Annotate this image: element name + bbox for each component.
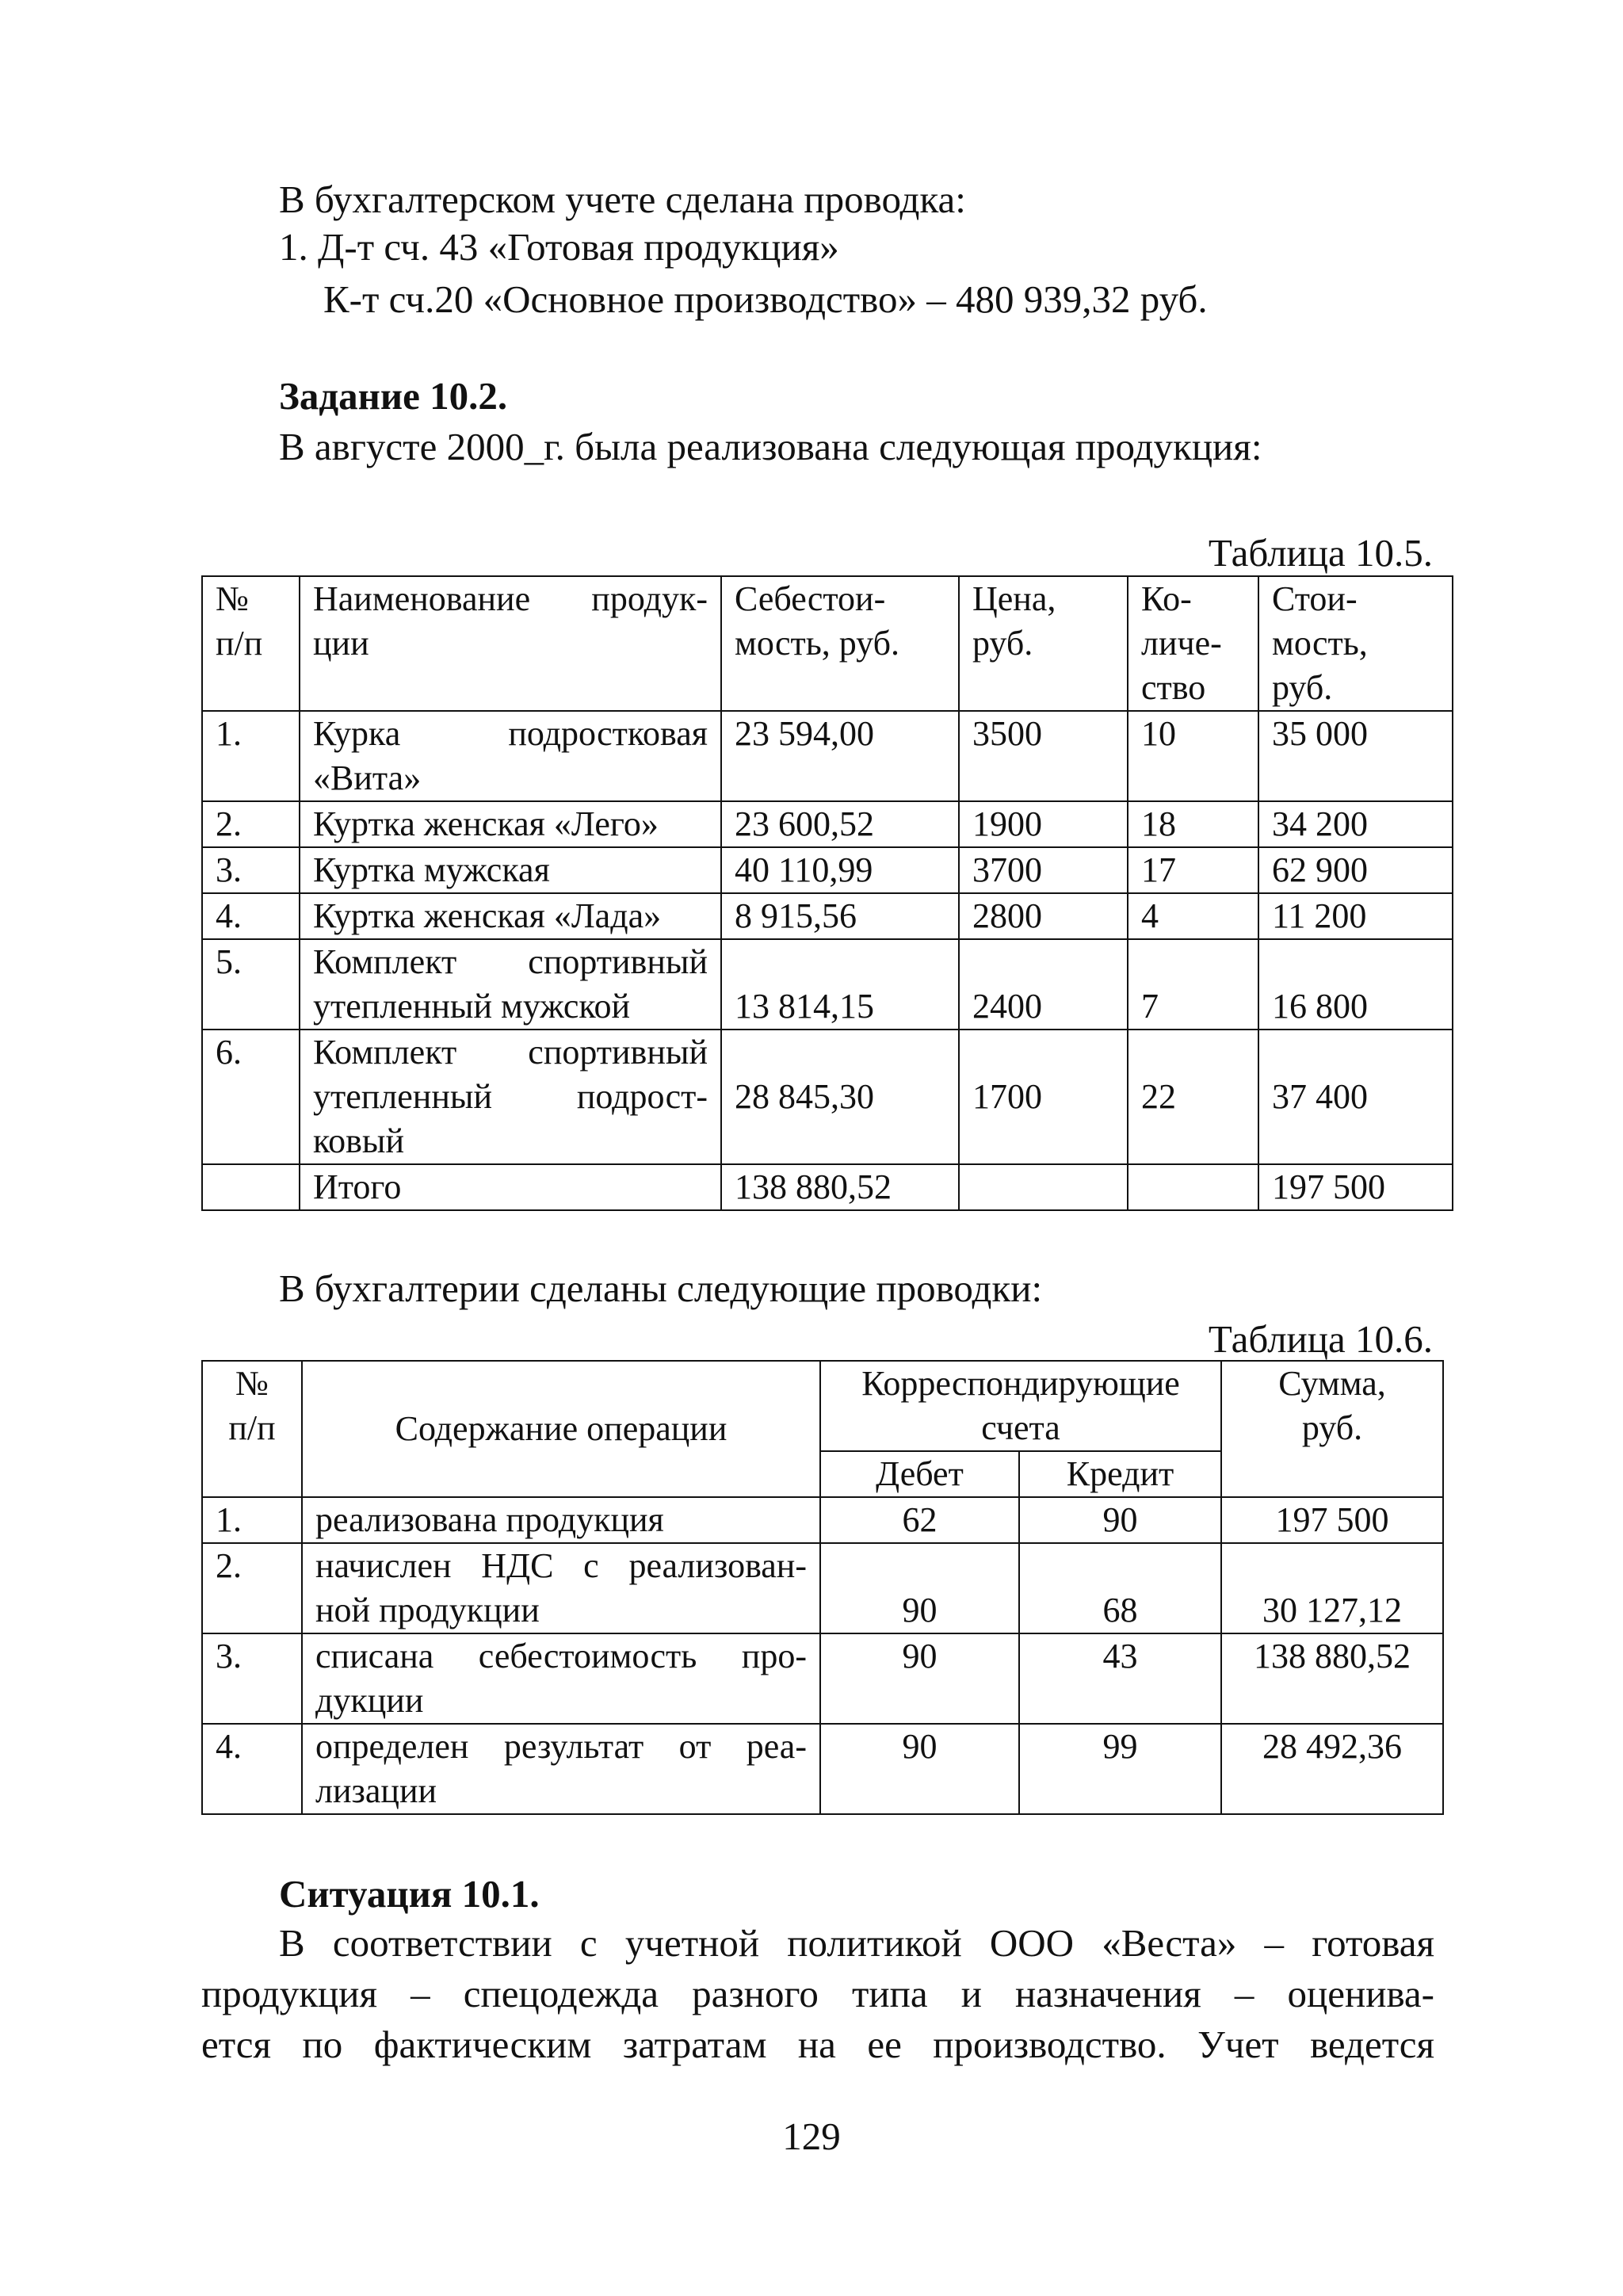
cell-num: 4. [202,893,300,939]
cell-sum: 138 880,52 [1221,1633,1443,1724]
cell-empty [959,1164,1128,1210]
cell-cost: 28 845,30 [721,1030,959,1164]
intro-line-2: 1. Д-т сч. 43 «Готовая продукция» [279,225,839,269]
cell-empty [1128,1164,1258,1210]
header-content: Содержание операции [302,1361,820,1497]
header-accounts: Корреспондирующие счета [820,1361,1221,1451]
cell-sum: 30 127,12 [1221,1543,1443,1633]
cell-qty: 18 [1128,801,1258,847]
cell-qty: 7 [1128,939,1258,1030]
table2-caption: Таблица 10.6. [1208,1317,1433,1361]
cell-num: 3. [202,1633,302,1724]
cell-num: 6. [202,1030,300,1164]
cell-num: 4. [202,1724,302,1814]
header-num: № п/п [202,576,300,711]
task-title: Задание 10.2. [279,374,508,418]
situation-line-2: продукция – спецодежда разного типа и назначения – оценива- [201,1972,1434,2015]
cell-cost: 23 600,52 [721,801,959,847]
cell-name: Курка подростковая «Вита» [300,711,721,801]
cell-num: 1. [202,711,300,801]
cell-text: списана себестоимость про- дукции [302,1633,820,1724]
cell-value: 62 900 [1258,847,1453,893]
situation-line-1: В соответствии с учетной политикой ООО «Веста» – готовая [279,1921,1434,1965]
cell-name: Куртка мужская [300,847,721,893]
cell-value: 37 400 [1258,1030,1453,1164]
table1-caption: Таблица 10.5. [1208,531,1433,575]
total-value: 197 500 [1258,1164,1453,1210]
cell-num: 5. [202,939,300,1030]
header-debit: Дебет [820,1451,1019,1497]
cell-num: 2. [202,801,300,847]
cell-price: 3700 [959,847,1128,893]
intro-line-1: В бухгалтерском учете сделана проводка: [279,178,966,221]
cell-credit: 90 [1019,1497,1221,1543]
cell-price: 1900 [959,801,1128,847]
cell-num: 3. [202,847,300,893]
cell-cost: 23 594,00 [721,711,959,801]
intro-line-3: К-т сч.20 «Основное производство» – 480 939,32 руб. [323,277,1208,321]
situation-line-3: ется по фактическим затратам на ее производство. Учет ведется [201,2023,1434,2066]
table-row [202,1543,1443,1633]
cell-credit: 43 [1019,1633,1221,1724]
header-num: № п/п [202,1361,302,1497]
entries-intro: В бухгалтерии сделаны следующие проводки: [279,1266,1043,1310]
header-value: Стои- мость, руб. [1258,576,1453,711]
products-table [201,575,1453,1211]
total-label: Итого [300,1164,721,1210]
cell-sum: 197 500 [1221,1497,1443,1543]
cell-sum: 28 492,36 [1221,1724,1443,1814]
cell-debit: 62 [820,1497,1019,1543]
table-row [202,711,1453,801]
entries-table [201,1360,1444,1815]
page-number: 129 [782,2115,841,2158]
cell-empty [202,1164,300,1210]
cell-name: Куртка женская «Лего» [300,801,721,847]
header-credit: Кредит [1019,1451,1221,1497]
table-row [202,1724,1443,1814]
table-row [202,1030,1453,1164]
cell-value: 35 000 [1258,711,1453,801]
header-name: Наименование продук- ции [300,576,721,711]
table-row [202,847,1453,893]
cell-price: 3500 [959,711,1128,801]
table-row [202,939,1453,1030]
cell-debit: 90 [820,1543,1019,1633]
table-header-row [202,1361,1443,1451]
table-row [202,1633,1443,1724]
header-sum: Сумма, руб. [1221,1361,1443,1497]
task-text: В августе 2000_г. была реализована следующая продукция: [279,425,1262,468]
cell-qty: 22 [1128,1030,1258,1164]
table-row [202,801,1453,847]
cell-num: 2. [202,1543,302,1633]
cell-name: Комплект спортивный утепленный подрост- ковый [300,1030,721,1164]
cell-text: начислен НДС с реализован- ной продукции [302,1543,820,1633]
cell-value: 34 200 [1258,801,1453,847]
cell-text: реализована продукция [302,1497,820,1543]
header-qty: Ко- личе- ство [1128,576,1258,711]
cell-qty: 10 [1128,711,1258,801]
cell-credit: 99 [1019,1724,1221,1814]
cell-qty: 4 [1128,893,1258,939]
cell-price: 1700 [959,1030,1128,1164]
table-row [202,893,1453,939]
cell-cost: 13 814,15 [721,939,959,1030]
situation-title: Ситуация 10.1. [279,1872,540,1916]
cell-text: определен результат от реа- лизации [302,1724,820,1814]
cell-num: 1. [202,1497,302,1543]
cell-value: 16 800 [1258,939,1453,1030]
header-cost: Себестои- мость, руб. [721,576,959,711]
cell-name: Куртка женская «Лада» [300,893,721,939]
cell-price: 2400 [959,939,1128,1030]
cell-debit: 90 [820,1633,1019,1724]
table-header-row [202,576,1453,711]
cell-qty: 17 [1128,847,1258,893]
table-total-row [202,1164,1453,1210]
cell-name: Комплект спортивный утепленный мужской [300,939,721,1030]
cell-value: 11 200 [1258,893,1453,939]
cell-price: 2800 [959,893,1128,939]
header-price: Цена, руб. [959,576,1128,711]
cell-cost: 8 915,56 [721,893,959,939]
cell-debit: 90 [820,1724,1019,1814]
total-cost: 138 880,52 [721,1164,959,1210]
table-row [202,1497,1443,1543]
cell-credit: 68 [1019,1543,1221,1633]
cell-cost: 40 110,99 [721,847,959,893]
